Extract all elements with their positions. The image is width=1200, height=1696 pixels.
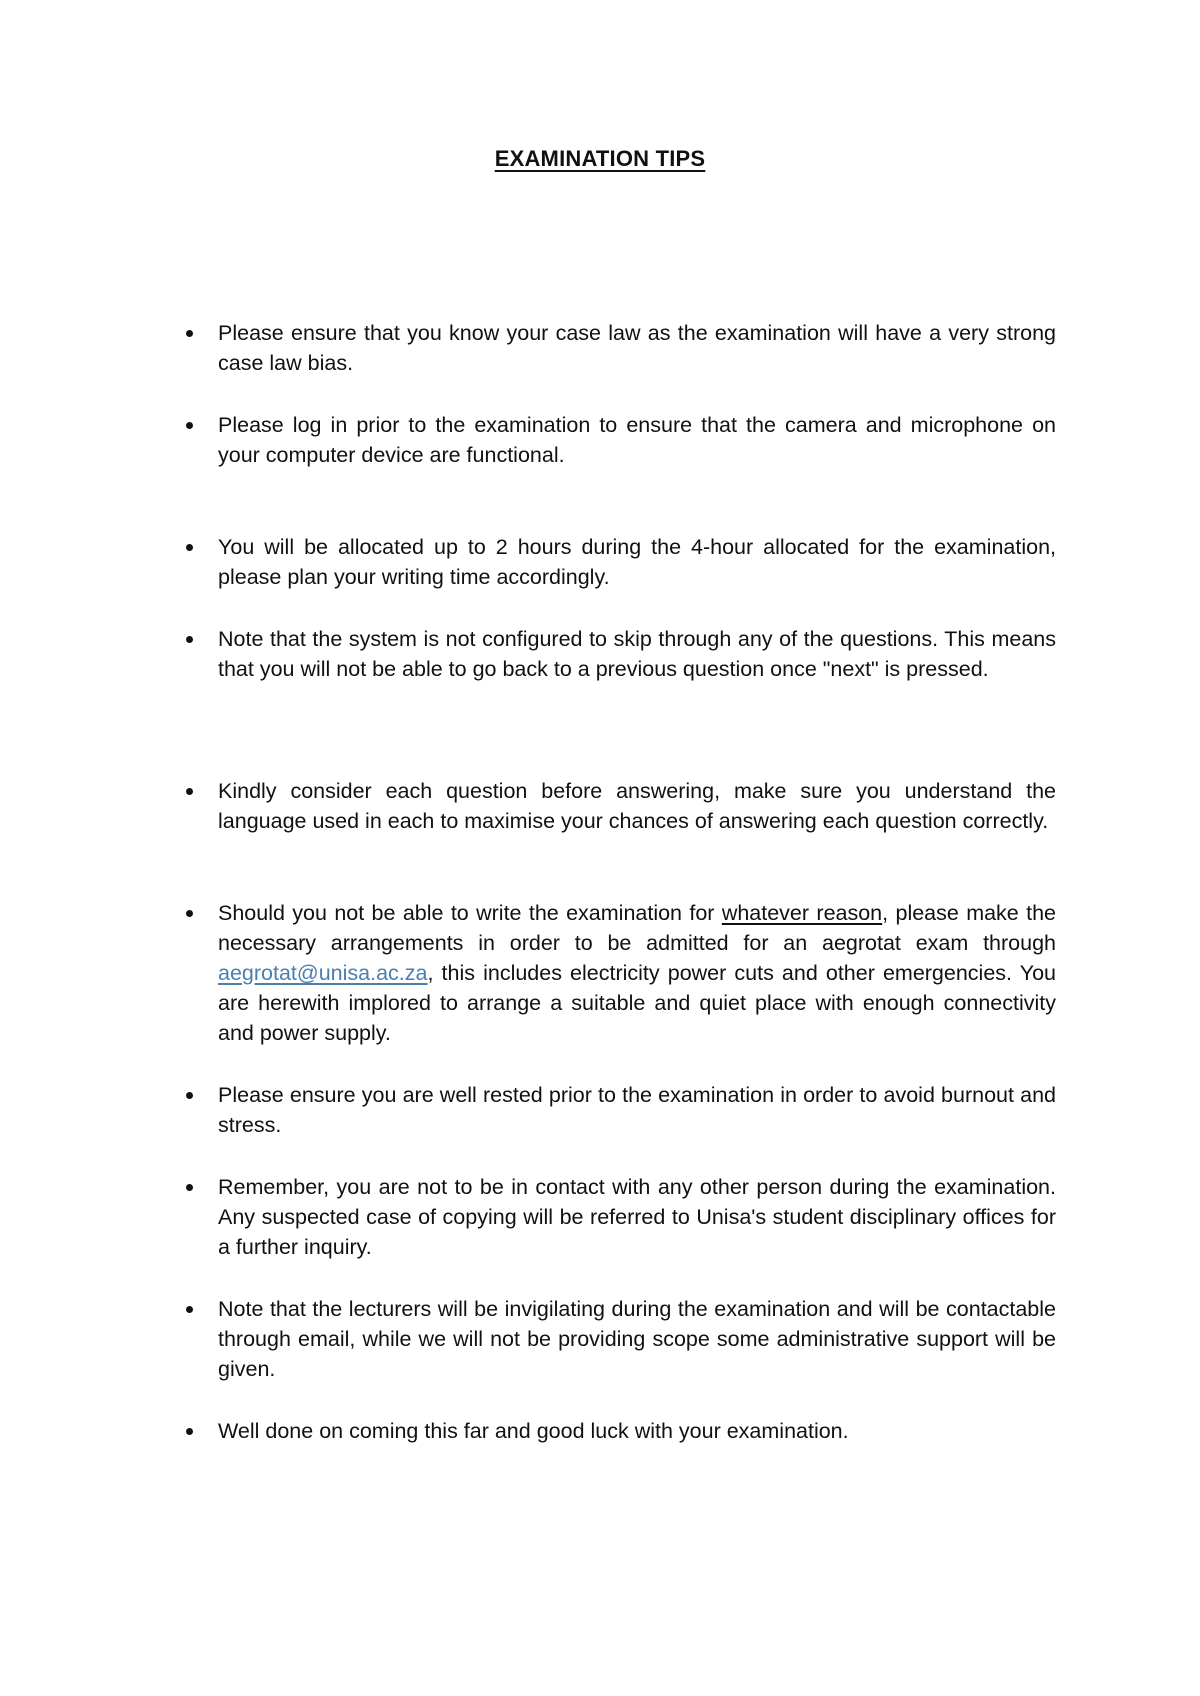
document-title: EXAMINATION TIPS [494, 146, 706, 171]
tip-text: Kindly consider each question before answering, make sure you understand the language used in each to maximise your chances of answering each question correctly. [218, 779, 1056, 833]
bullet-icon [184, 318, 196, 348]
tip-item [218, 776, 1056, 836]
tip-item [218, 318, 1056, 378]
tip-text: Please ensure you are well rested prior to the examination in order to avoid burnout and stress. [218, 1083, 1056, 1137]
bullet-icon [184, 410, 196, 440]
tip-text: Well done on coming this far and good luck with your examination. [218, 1419, 849, 1443]
tip-item [218, 1080, 1056, 1140]
bullet-icon [184, 624, 196, 654]
tip-item [218, 532, 1056, 592]
tip-item [218, 410, 1056, 470]
aegrotat-email-link[interactable]: aegrotat@unisa.ac.za [218, 961, 428, 985]
tip-text-part: , this includes electricity power cuts and other emergencies. You are herewith implored to arrange a suitable and quiet place with enough connectivity and power supply. [218, 961, 1056, 1045]
bullet-icon [184, 1294, 196, 1324]
tip-text-part: Should you not be able to write the examination for [218, 901, 722, 925]
bullet-icon [184, 898, 196, 928]
tip-text: Remember, you are not to be in contact with any other person during the examination. Any suspected case of copying will be referred to Unisa's student disciplinary offices for a further inquiry. [218, 1175, 1056, 1259]
tip-item [218, 624, 1056, 684]
tip-text: Please ensure that you know your case law as the examination will have a very strong case law bias. [218, 321, 1056, 375]
bullet-icon [184, 1080, 196, 1110]
bullet-icon [184, 1172, 196, 1202]
bullet-icon [184, 776, 196, 806]
bullet-icon [184, 532, 196, 562]
underlined-phrase: whatever reason [721, 901, 883, 925]
tip-item [218, 1294, 1056, 1384]
tip-text: Please log in prior to the examination to ensure that the camera and microphone on your computer device are functional. [218, 413, 1056, 467]
tip-text-part: , please make the necessary arrangements in order to be admitted for an aegrotat exam through [218, 901, 1057, 955]
tip-item [218, 1172, 1056, 1262]
tip-text: You will be allocated up to 2 hours during the 4-hour allocated for the examination, please plan your writing time accordingly. [218, 535, 1056, 589]
bullet-icon [184, 1416, 196, 1446]
tip-text: Note that the lecturers will be invigilating during the examination and will be contactable through email, while we will not be providing scope some administrative support will be given. [218, 1297, 1056, 1381]
tip-item [218, 898, 1056, 1048]
tip-text: Note that the system is not configured to skip through any of the questions. This means that you will not be able to go back to a previous question once "next" is pressed. [218, 627, 1056, 681]
tip-item [218, 1416, 1056, 1446]
